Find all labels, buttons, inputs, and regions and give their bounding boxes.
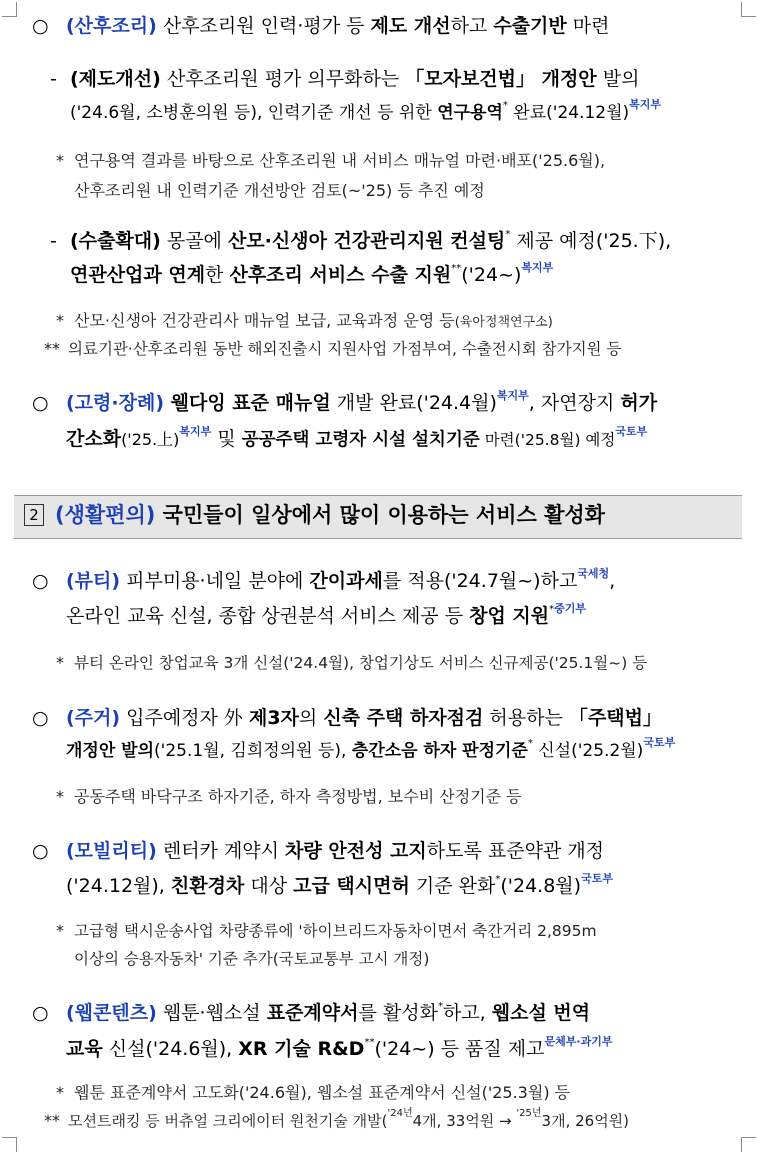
section-title: (생활편의) 국민들이 일상에서 많이 이용하는 서비스 활성화 — [55, 503, 605, 527]
ministry-tag: 복지부 — [629, 98, 662, 111]
item-heading: (산후조리) 산후조리원 인력·평가 등 제도 개선하고 수출기반 마련 — [66, 15, 610, 37]
dash-marker: - — [50, 68, 57, 90]
note-marker: * — [56, 151, 64, 170]
note-marker: * — [56, 1083, 64, 1102]
note-marker: * — [56, 921, 64, 940]
footnote-line: 고급형 택시운송사업 차량종류에 '하이브리드자동차이면서 축간거리 2,895m — [74, 922, 597, 940]
footnote-line: 이상의 승용자동차' 기준 추가(국토교통부 고시 개정) — [74, 950, 430, 968]
category-tag: (모빌리티) — [66, 840, 157, 862]
dash-marker: - — [50, 230, 57, 252]
category-tag: (웹콘텐츠) — [66, 1002, 157, 1024]
category-tag: (산후조리) — [66, 15, 157, 37]
sub-item-line: ('24.6월, 소병훈의원 등), 인력기준 개선 등 위한 연구용역* 완료('24.12월)$^{복지부}$ — [70, 98, 662, 123]
ministry-tag: 중기부 — [554, 602, 587, 615]
section-number-box: 2 — [24, 504, 44, 526]
category-tag: (뷰티) — [66, 570, 121, 592]
sub-item-line: (제도개선) 산후조리원 평가 의무화하는 「모자보건법」 개정안 발의 — [70, 68, 640, 90]
ministry-tag: 국세청 — [577, 567, 610, 580]
note-marker: * — [56, 311, 64, 330]
ministry-tag: 복지부 — [179, 425, 212, 438]
item-heading: (뷰티) 피부미용·네일 분야에 간이과세를 적용('24.7월~)하고$^{국세청}$, — [66, 567, 616, 592]
page-corner-mark — [2, 2, 17, 17]
footnote-line: 산후조리원 내 인력기준 개선방안 검토(~'25) 등 추진 예정 — [74, 181, 485, 200]
sub-item-line: 연관산업과 연계한 산후조리 서비스 수출 지원**('24~)$^{복지부}$ — [70, 261, 554, 286]
bullet-circle: ○ — [32, 1002, 49, 1024]
footnote-line: 연구용역 결과를 바탕으로 산후조리원 내 서비스 매뉴얼 마련·배포('25.6월), — [74, 151, 606, 170]
note-marker: * — [56, 787, 64, 806]
footnote-line: 뷰티 온라인 창업교육 3개 신설('24.4월), 창업기상도 서비스 신규제공('25.1월~) 등 — [74, 654, 648, 672]
item-line: 개정안 발의('25.1월, 김희정의원 등), 층간소음 하자 판정기준* 신설('25.2월)$^{국토부}$ — [66, 736, 676, 761]
item-line: 간소화('25.上)$^{복지부}$ 및 공공주택 고령자 시설 설치기준 마련('25.8월) 예정$^{국토부}$ — [66, 425, 648, 450]
page-corner-mark — [741, 2, 756, 17]
footnote-line: 공동주택 바닥구조 하자기준, 하자 측정방법, 보수비 산정기준 등 — [74, 787, 522, 806]
ministry-tag: 국토부 — [615, 425, 648, 438]
ministry-tag: 문체부·과기부 — [544, 1035, 613, 1048]
ministry-tag: 복지부 — [496, 389, 529, 402]
item-line: ('24.12월), 친환경차 대상 고급 택시면허 기준 완화*('24.8월)$^{국토부}$ — [66, 872, 613, 897]
note-marker: ** — [44, 339, 60, 358]
item-heading: (고령·장례) 웰다잉 표준 매뉴얼 개발 완료('24.4월)$^{복지부}$, 자연장지 허가 — [66, 389, 658, 414]
page-corner-mark — [741, 1137, 756, 1152]
footnote-line: 산모·신생아 건강관리사 매뉴얼 보급, 교육과정 운영 등(육아정책연구소) — [74, 311, 553, 330]
bullet-circle: ○ — [32, 840, 49, 862]
ministry-tag: 복지부 — [521, 261, 554, 274]
footnote-line: 의료기관·산후조리원 동반 해외진출시 지원사업 가점부여, 수출전시회 참가지원 등 — [68, 340, 622, 358]
ministry-tag: 국토부 — [581, 872, 613, 885]
footnote-line: 웹툰 표준계약서 고도화('24.6월), 웹소설 표준계약서 신설('25.3월) 등 — [74, 1083, 571, 1102]
bullet-circle: ○ — [32, 392, 49, 414]
category-tag: (고령·장례) — [66, 392, 165, 414]
note-marker: ** — [44, 1111, 60, 1130]
item-line: 교육 신설('24.6월), XR 기술 R&D**('24~) 등 품질 제고$^{문체부\cdot 과기부}$ — [66, 1035, 613, 1060]
page-corner-mark — [2, 1137, 17, 1152]
bullet-circle: ○ — [32, 15, 49, 37]
ministry-tag: 국토부 — [643, 736, 676, 749]
note-marker: * — [56, 653, 64, 672]
sub-item-line: (수출확대) 몽골에 산모·신생아 건강관리지원 컨설팅* 제공 예정('25.下), — [70, 229, 672, 252]
bullet-circle: ○ — [32, 707, 49, 729]
footnote-line: 모션트래킹 등 버츄얼 크리에이터 원천기술 개발($^{'24년}$4개, 33억원 → $^{'25년}$3개, 26억원) — [68, 1108, 630, 1130]
bullet-circle: ○ — [32, 570, 49, 592]
item-heading: (주거) 입주예정자 外 제3자의 신축 주택 하자점검 허용하는 「주택법」 — [66, 707, 662, 729]
item-line: 온라인 교육 신설, 종합 상권분석 서비스 제공 등 창업 지원$^{*중기부}$ — [66, 602, 587, 627]
item-heading: (웹콘텐츠) 웹툰·웹소설 표준계약서를 활성화*하고, 웹소설 번역 — [66, 1001, 591, 1024]
category-tag: (주거) — [66, 707, 121, 729]
item-heading: (모빌리티) 렌터카 계약시 차량 안전성 고지하도록 표준약관 개정 — [66, 840, 605, 862]
